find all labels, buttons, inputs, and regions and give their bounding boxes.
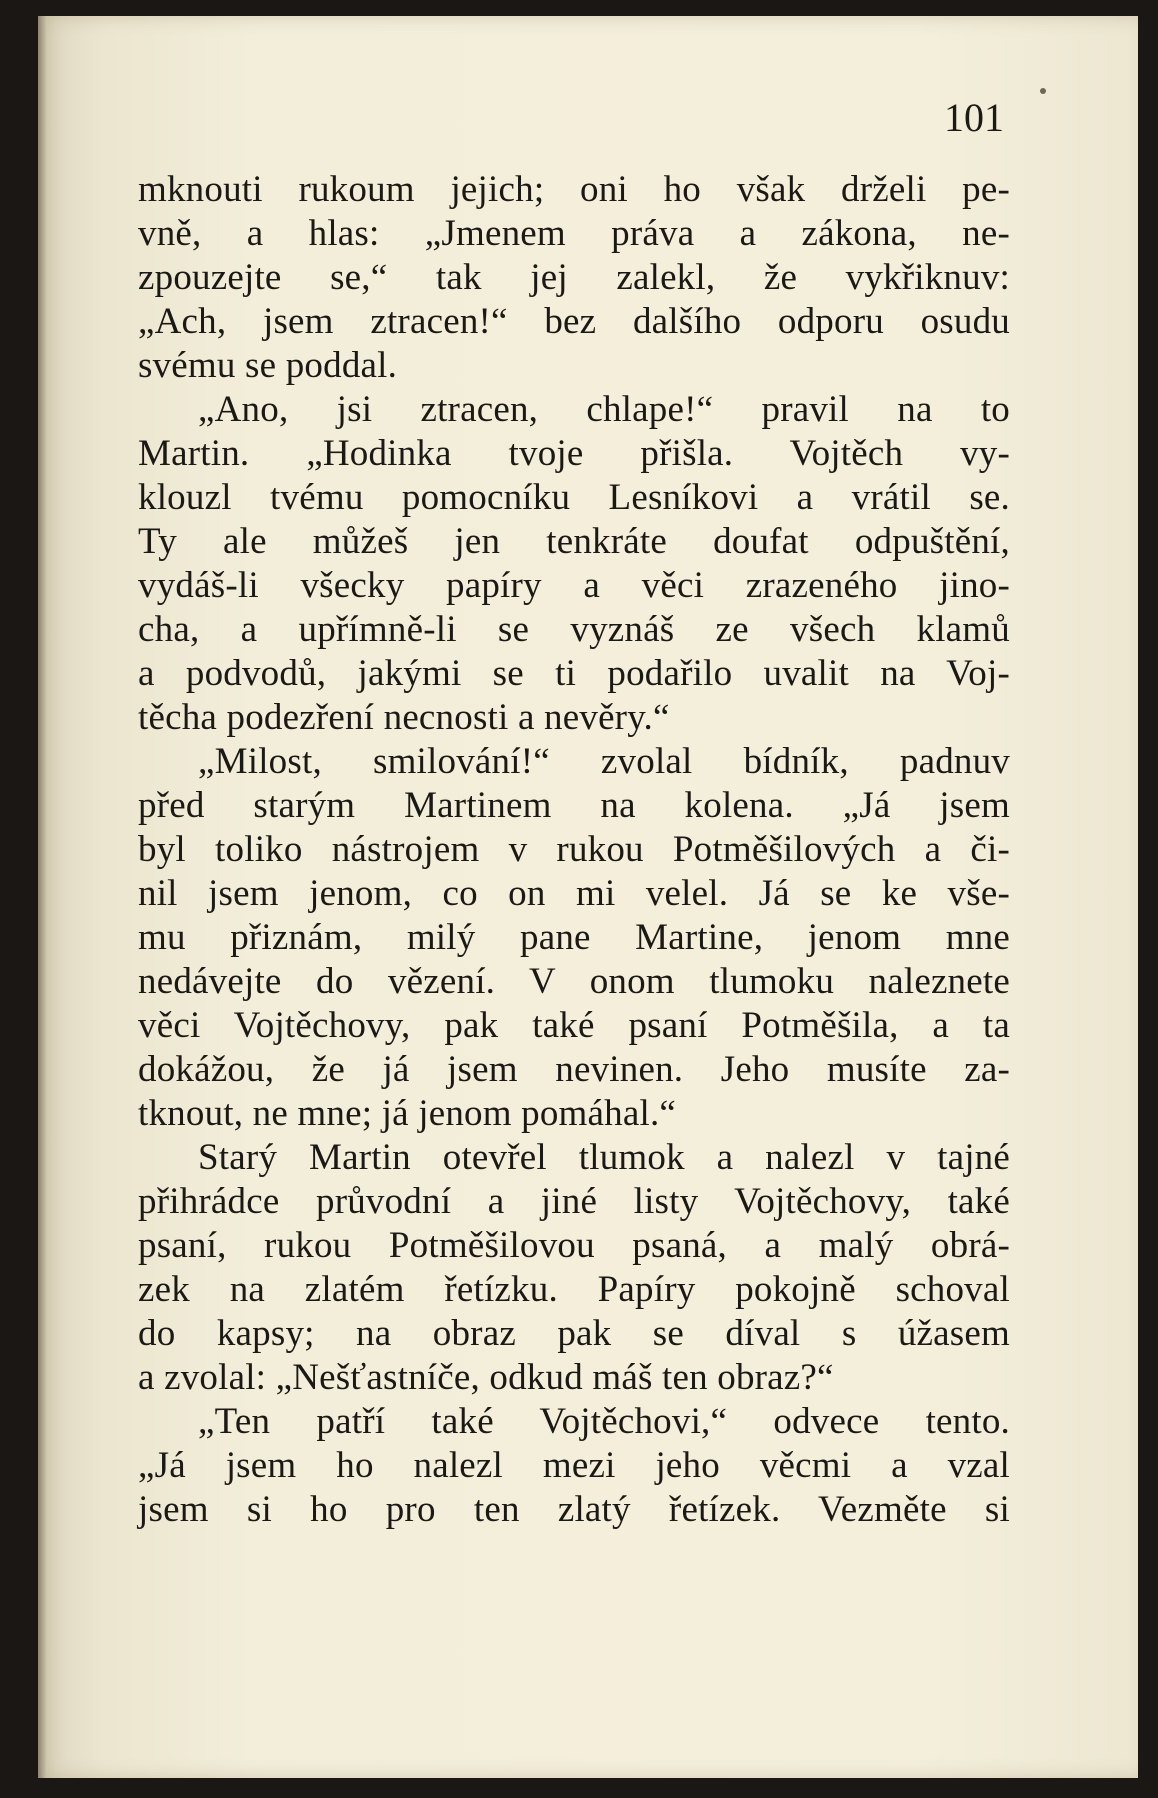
text-line: svému se poddal. <box>138 345 398 386</box>
text-line: nil jsem jenom, co on mi velel. Já se ke vše- <box>138 873 1010 914</box>
text-line: jsem si ho pro ten zlatý řetízek. Vezměte si <box>138 1489 1010 1530</box>
page-binding-edge <box>38 16 46 1778</box>
text-line: vně, a hlas: „Jmenem práva a zákona, ne- <box>138 213 1010 254</box>
text-line: zpouzejte se,“ tak jej zalekl, že vykřiknuv: <box>138 257 1010 298</box>
text-line: „Milost, smilování!“ zvolal bídník, padnuv <box>198 741 1010 782</box>
text-line: „Ten patří také Vojtěchovi,“ odvece tento. <box>198 1401 1010 1442</box>
text-line: psaní, rukou Potměšilovou psaná, a malý obrá- <box>138 1225 1010 1266</box>
text-line: před starým Martinem na kolena. „Já jsem <box>138 785 1010 826</box>
text-line: zek na zlatém řetízku. Papíry pokojně schoval <box>138 1269 1010 1310</box>
text-line: nedávejte do vězení. V onom tlumoku naleznete <box>138 961 1010 1002</box>
text-line: „Ach, jsem ztracen!“ bez dalšího odporu osudu <box>138 301 1010 342</box>
text-line: „Ano, jsi ztracen, chlape!“ pravil na to <box>198 389 1010 430</box>
text-line: cha, a upřímně-li se vyznáš ze všech klamů <box>138 609 1010 650</box>
text-line: mu přiznám, milý pane Martine, jenom mne <box>138 917 1010 958</box>
text-line: a podvodů, jakými se ti podařilo uvalit na Voj- <box>138 653 1010 694</box>
text-line: mknouti rukoum jejich; oni ho však drželi pe- <box>138 169 1010 210</box>
text-line: Martin. „Hodinka tvoje přišla. Vojtěch vy- <box>138 433 1010 474</box>
text-line: Ty ale můžeš jen tenkráte doufat odpuštění, <box>138 521 1010 562</box>
text-line: byl toliko nástrojem v rukou Potměšilových a či- <box>138 829 1010 870</box>
text-line: věci Vojtěchovy, pak také psaní Potměšila, a ta <box>138 1005 1010 1046</box>
text-line: do kapsy; na obraz pak se díval s úžasem <box>138 1313 1010 1354</box>
book-page <box>38 16 1138 1778</box>
text-line: klouzl tvému pomocníku Lesníkovi a vrátil se. <box>138 477 1010 518</box>
text-line: tknout, ne mne; já jenom pomáhal.“ <box>138 1093 677 1134</box>
text-line: přihrádce průvodní a jiné listy Vojtěchovy, také <box>138 1181 1010 1222</box>
text-line: Starý Martin otevřel tlumok a nalezl v tajné <box>198 1137 1010 1178</box>
text-line: dokážou, že já jsem nevinen. Jeho musíte za- <box>138 1049 1010 1090</box>
text-line: a zvolal: „Nešťastníče, odkud máš ten obraz?“ <box>138 1357 834 1398</box>
text-line: těcha podezření necnosti a nevěry.“ <box>138 697 670 738</box>
ink-speck <box>1040 88 1046 94</box>
body-text <box>138 168 1010 1532</box>
page-number: 101 <box>944 95 1004 140</box>
text-line: vydáš-li všecky papíry a věci zrazeného jino- <box>138 565 1010 606</box>
text-line: „Já jsem ho nalezl mezi jeho věcmi a vzal <box>138 1445 1010 1486</box>
